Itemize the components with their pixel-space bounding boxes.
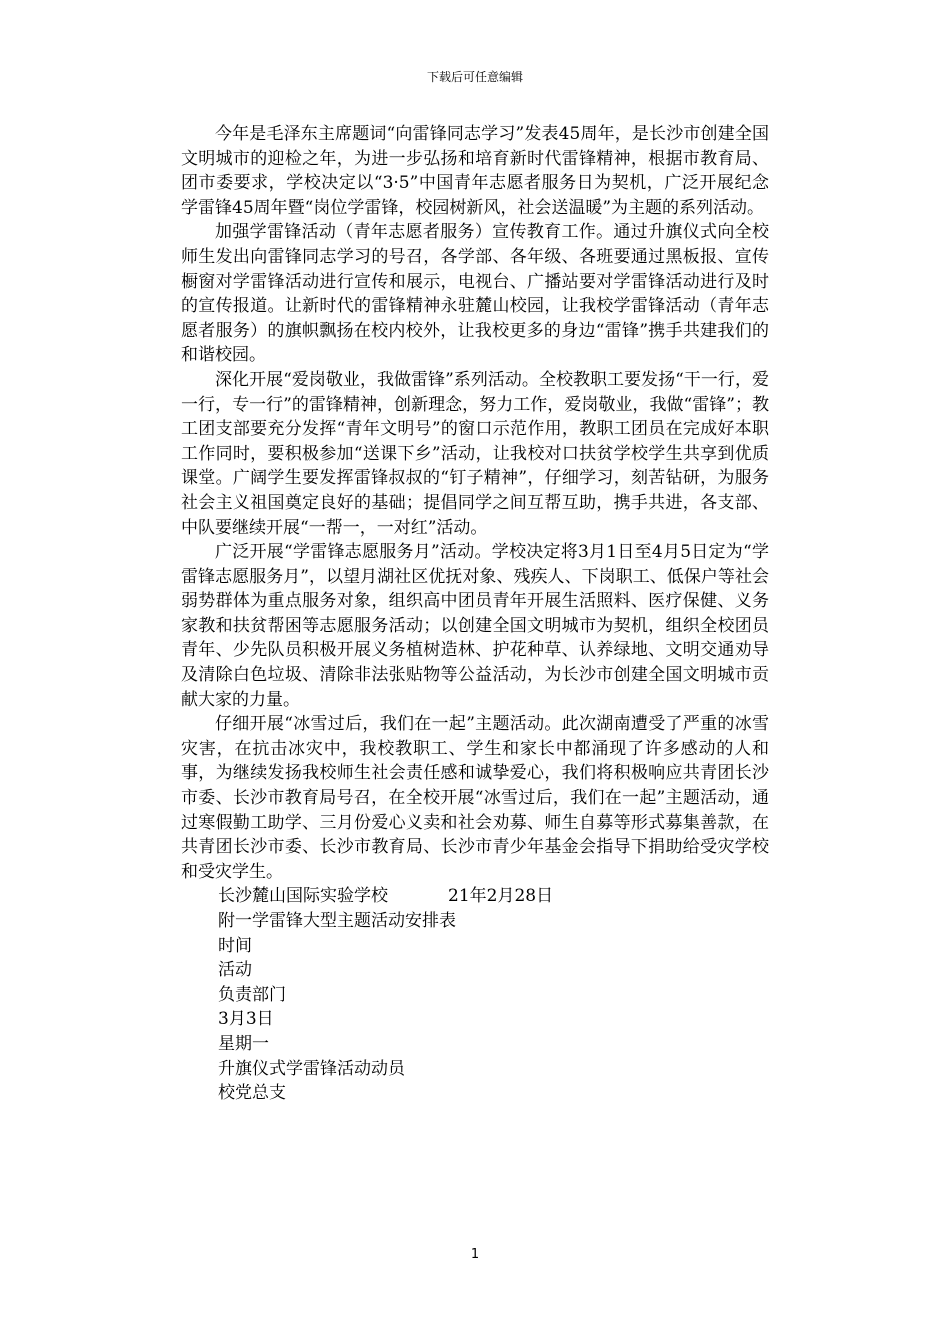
- table-cell-activity: 升旗仪式学雷锋活动动员: [218, 1058, 405, 1079]
- table-header-time: 时间: [218, 935, 252, 956]
- table-cell-department: 校党总支: [218, 1083, 286, 1104]
- table-cell-date: 3月3日: [218, 1009, 274, 1030]
- signature-school: 长沙麓山国际实验学校: [218, 886, 388, 907]
- paragraph-intro: 今年是毛泽东主席题词“向雷锋同志学习”发表45周年，是长沙市创建全国文明城市的迎检之年，为进一步弘扬和培育新时代雷锋精神，根据市教育局、团市委要求，学校决定以“3·5”中国青年志愿者服务日为契机，广泛开展纪念学雷锋45周年暨“岗位学雷锋，校园树新风，社会送温暖”为主题的系列活动。: [181, 124, 769, 218]
- table-cell-weekday: 星期一: [218, 1033, 269, 1054]
- paragraph-publicity: 加强学雷锋活动（青年志愿者服务）宣传教育工作。通过升旗仪式向全校师生发出向雷锋同志学习的号召，各学部、各年级、各班要通过黑板报、宣传橱窗对学雷锋活动进行宣传和展示，电视台、广播站要对学雷锋活动进行及时的宣传报道。让新时代的雷锋精神永驻麓山校园，让我校学雷锋活动（青年志愿者服务）的旗帜飘扬在校内校外，让我校更多的身边“雷锋”携手共建我们的和谐校园。: [181, 222, 769, 366]
- table-header-department: 负责部门: [218, 984, 286, 1005]
- signature-line: [181, 884, 769, 909]
- page-number: 1: [470, 1247, 480, 1262]
- attachment-title: 附一学雷锋大型主题活动安排表: [218, 911, 456, 931]
- paragraph-ice-snow: 仔细开展“冰雪过后，我们在一起”主题活动。此次湖南遭受了严重的冰雪灾害，在抗击冰灾中，我校教职工、学生和家长中都涌现了许多感动的人和事，为继续发扬我校师生社会责任感和诚挚爱心，我们将积极响应共青团长沙市委、长沙市教育局号召，在全校开展“冰雪过后，我们在一起”主题活动，通过寒假勤工助学、三月份爱心义卖和社会劝募、师生自募等形式募集善款，在共青团长沙市委、长沙市教育局、长沙市青少年基金会指导下捐助给受灾学校和受灾学生。: [181, 714, 769, 882]
- table-header-activity: 活动: [218, 960, 252, 981]
- signature-date: 21年2月28日: [448, 886, 554, 907]
- paragraph-volunteer-month: 广泛开展“学雷锋志愿服务月”活动。学校决定将3月1日至4月5日定为“学雷锋志愿服务月”，以望月湖社区优抚对象、残疾人、下岗职工、低保户等社会弱势群体为重点服务对象，组织高中团员青年开展生活照料、医疗保健、义务家教和扶贫帮困等志愿服务活动；以创建全国文明城市为契机，组织全校团员青年、少先队员积极开展义务植树造林、护花种草、认养绿地、文明交通劝导及清除白色垃圾、清除非法张贴物等公益活动，为长沙市创建全国文明城市贡献大家的力量。: [181, 542, 769, 710]
- paragraph-dedication: 深化开展“爱岗敬业，我做雷锋”系列活动。全校教职工要发扬“干一行，爱一行，专一行”的雷锋精神，创新理念，努力工作，爱岗敬业，我做“雷锋”；教工团支部要充分发挥“青年文明号”的窗口示范作用，教职工团员在完成好本职工作同时，要积极参加“送课下乡”活动，让我校对口扶贫学校学生共享到优质课堂。广阔学生要发挥雷锋叔叔的“钉子精神”，仔细学习，刻苦钻研，为服务社会主义祖国奠定良好的基础；提倡同学之间互帮互助，携手共进，各支部、中队要继续开展“一帮一，一对红”活动。: [181, 369, 769, 538]
- page-header: 下载后可任意编辑: [426, 70, 523, 84]
- document-body: [181, 122, 769, 1106]
